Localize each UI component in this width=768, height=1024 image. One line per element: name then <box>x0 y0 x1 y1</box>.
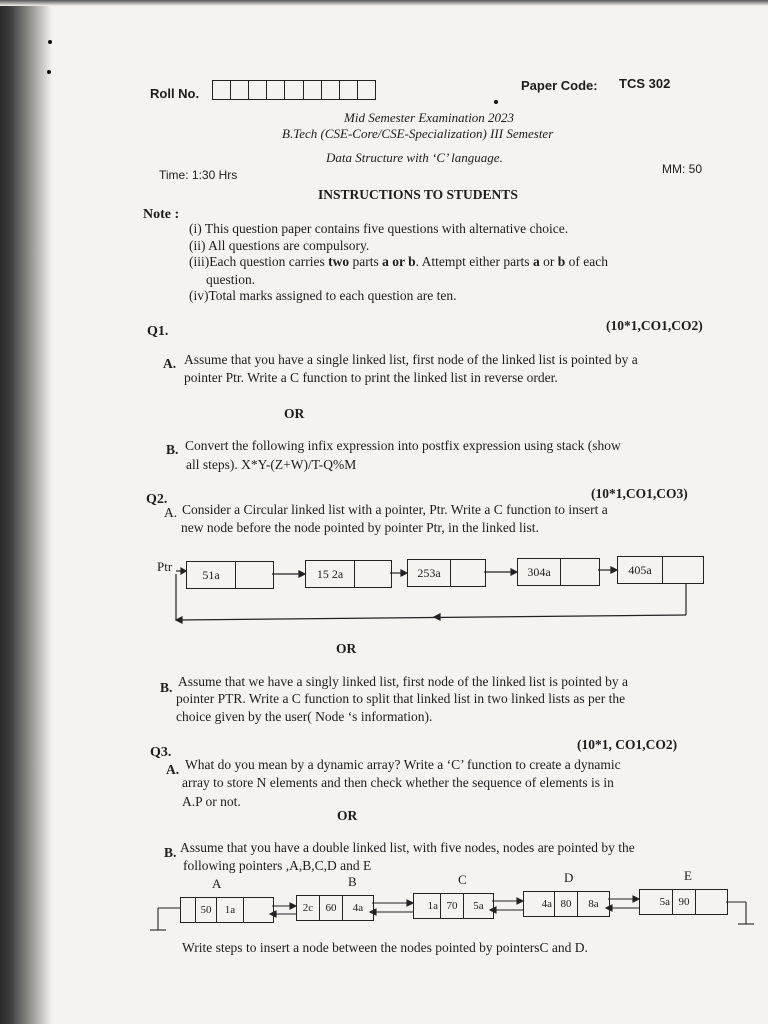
exam-time: Time: 1:30 Hrs <box>159 168 238 182</box>
q1-or: OR <box>284 406 305 421</box>
instruction-3-text: . Attempt either parts <box>415 254 533 269</box>
node-next <box>696 890 727 914</box>
q2-b-line-2: pointer PTR. Write a C function to split that linked list in two linked lists as per the <box>176 691 626 706</box>
node-prev: 1a <box>414 894 441 918</box>
instruction-3-text: parts <box>349 254 383 269</box>
q3-b-line-2: following pointers ,A,B,C,D and E <box>183 858 372 873</box>
note-label: Note : <box>143 207 180 222</box>
q1-b-label: B. <box>166 442 179 457</box>
node-next: 8a <box>588 898 599 910</box>
program-title: B.Tech (CSE-Core/CSE-Specialization) III Semester <box>282 126 554 141</box>
instruction-2: (ii) All questions are compulsory. <box>189 238 370 253</box>
max-marks: MM: 50 <box>662 162 703 176</box>
node-prev: 2c <box>297 896 320 920</box>
pointer-c: C <box>458 872 467 887</box>
instruction-1: (i) This question paper contains five questions with alternative choice. <box>189 221 569 236</box>
instruction-3-text: or <box>539 254 558 269</box>
q2-b-line-1: Assume that we have a singly linked list, first node of the linked list is pointed by a <box>178 674 628 689</box>
q3-or: OR <box>337 808 358 823</box>
q3-node-c <box>413 893 494 919</box>
instructions-heading: INSTRUCTIONS TO STUDENTS <box>318 187 518 202</box>
node-data: 90 <box>673 890 696 914</box>
instruction-3-text: (iii)Each question carries <box>189 254 329 269</box>
q1-b-line-1: Convert the following infix expression into postfix expression using stack (show <box>185 438 621 453</box>
q1-label: Q1. <box>147 324 169 339</box>
node-data: 253a <box>408 560 451 586</box>
q3-a-line-3: A.P or not. <box>182 794 241 809</box>
q2-b-label: B. <box>160 680 173 695</box>
q2-a-line-1: Consider a Circular linked list with a pointer, Ptr. Write a C function to insert a <box>182 502 608 517</box>
q3-node-a <box>180 897 274 923</box>
q3-a-line-2: array to store N elements and then check whether the sequence of elements is in <box>182 775 614 790</box>
node-prev: 4a <box>524 892 555 916</box>
q3-marks: (10*1, CO1,CO2) <box>577 737 678 752</box>
node-next: 4a <box>352 902 364 914</box>
node-data: 60 <box>320 896 343 920</box>
q3-b-label: B. <box>164 845 177 860</box>
q3-node-d <box>523 891 610 917</box>
instruction-3-text: of each <box>565 254 608 269</box>
subject-title: Data Structure with ‘C’ language. <box>326 150 503 165</box>
pointer-b: B <box>348 874 357 889</box>
q1-b-line-2: all steps). X*Y-(Z+W)/T-Q%M <box>186 457 357 472</box>
node-data: 80 <box>555 892 578 916</box>
instruction-3-bold: b <box>557 254 566 269</box>
node-data: 51a <box>187 562 236 588</box>
node-data: 405a <box>618 557 663 583</box>
node-empty <box>244 898 273 922</box>
q1-marks: (10*1,CO1,CO2) <box>606 318 703 333</box>
q2-a-label: A. <box>164 505 178 520</box>
node-prev <box>181 898 196 922</box>
q2-label: Q2. <box>146 492 168 507</box>
paper-code-label: Paper Code: <box>521 78 598 93</box>
instruction-3-bold: a or b <box>382 254 416 269</box>
exam-title: Mid Semester Examination 2023 <box>344 110 515 125</box>
pointer-a: A <box>212 876 222 891</box>
q2-a-line-2: new node before the node pointed by pointer Ptr, in the linked list. <box>181 520 539 535</box>
node-data: 304a <box>518 559 561 585</box>
instruction-3-bold: two <box>328 254 350 269</box>
pointer-e: E <box>684 868 692 883</box>
node-prev: 5a <box>640 890 673 914</box>
q1-a-line-2: pointer Ptr. Write a C function to print the linked list in reverse order. <box>184 370 558 385</box>
instruction-3-continued: question. <box>206 272 256 287</box>
q3-b-footer: Write steps to insert a node between the nodes pointed by pointersC and D. <box>182 940 588 955</box>
pointer-d: D <box>564 870 574 885</box>
q3-a-line-1: What do you mean by a dynamic array? Write a ‘C’ function to create a dynamic <box>185 757 621 772</box>
q3-label: Q3. <box>150 745 172 760</box>
q3-a-label: A. <box>166 762 180 777</box>
node-data: 70 <box>441 894 464 918</box>
roll-label: Roll No. <box>150 86 200 101</box>
q3-node-b <box>296 895 374 921</box>
q2-or: OR <box>336 641 357 656</box>
node-data: 15 2a <box>306 561 355 587</box>
instruction-3-bold: a <box>532 254 540 269</box>
node-data: 50 <box>196 898 217 922</box>
ptr-label: Ptr <box>157 559 173 574</box>
instruction-4: (iv)Total marks assigned to each question are ten. <box>189 288 457 303</box>
node-next: 5a <box>473 900 484 912</box>
q2-b-line-3: choice given by the user( Node ‘s information). <box>176 709 433 724</box>
paper-code: TCS 302 <box>619 76 671 91</box>
q2-marks: (10*1,CO1,CO3) <box>591 486 688 501</box>
q3-b-line-1: Assume that you have a double linked list, with five nodes, nodes are pointed by the <box>180 840 635 855</box>
node-next: 1a <box>217 898 244 922</box>
q1-a-label: A. <box>163 356 177 371</box>
q1-a-line-1: Assume that you have a single linked list, first node of the linked list is pointed by a <box>184 352 638 367</box>
q3-node-e <box>639 889 728 915</box>
